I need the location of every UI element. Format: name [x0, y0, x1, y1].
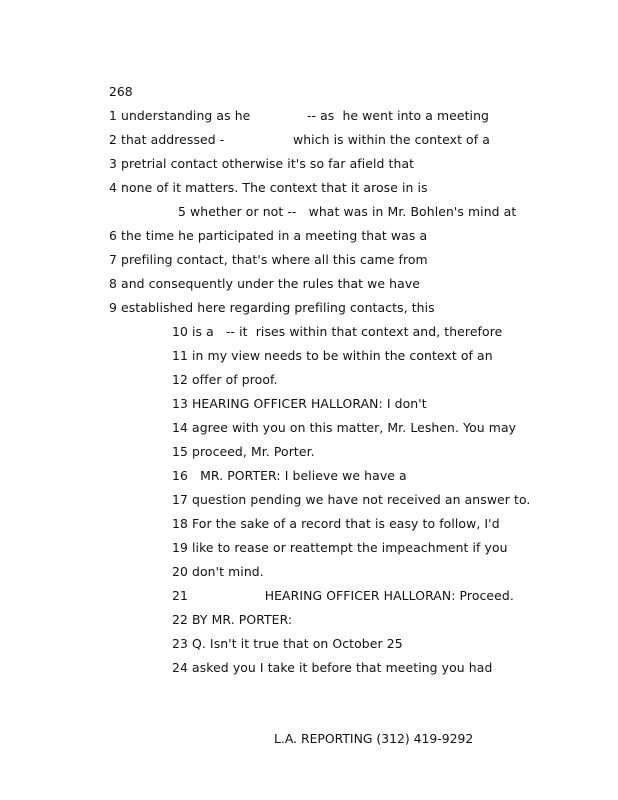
reporter-footer: L.A. REPORTING (312) 419-9292 [274, 731, 474, 746]
transcript-line-12: 12 offer of proof. [172, 372, 278, 387]
transcript-line-19: 19 like to rease or reattempt the impeachment if you [172, 540, 508, 555]
transcript-line-14: 14 agree with you on this matter, Mr. Leshen. You may [172, 420, 517, 435]
transcript-line-24: 24 asked you I take it before that meeting you had [172, 660, 493, 675]
transcript-line-13: 13 HEARING OFFICER HALLORAN: I don't [172, 396, 427, 411]
transcript-line-1: 1 understanding as he -- as he went into a meeting [109, 108, 490, 123]
transcript-line-3: 3 pretrial contact otherwise it's so far afield that [109, 156, 415, 171]
transcript-line-2: 2 that addressed - which is within the context of a [109, 132, 490, 147]
transcript-line-7: 7 prefiling contact, that's where all this came from [109, 252, 428, 267]
transcript-line-10: 10 is a -- it rises within that context and, therefore [172, 324, 503, 339]
transcript-line-22: 22 BY MR. PORTER: [172, 612, 293, 627]
transcript-line-20: 20 don't mind. [172, 564, 264, 579]
transcript-line-16: 16 MR. PORTER: I believe we have a [172, 468, 407, 483]
transcript-line-23: 23 Q. Isn't it true that on October 25 [172, 636, 403, 651]
transcript-line-5: 5 whether or not -- what was in Mr. Bohlen's mind at [178, 204, 517, 219]
transcript-line-15: 15 proceed, Mr. Porter. [172, 444, 315, 459]
transcript-line-21: 21 HEARING OFFICER HALLORAN: Proceed. [172, 588, 514, 603]
transcript-line-11: 11 in my view needs to be within the context of an [172, 348, 493, 363]
transcript-line-4: 4 none of it matters. The context that it arose in is [109, 180, 428, 195]
page-number: 268 [109, 84, 133, 99]
transcript-line-18: 18 For the sake of a record that is easy to follow, I'd [172, 516, 500, 531]
transcript-line-6: 6 the time he participated in a meeting that was a [109, 228, 428, 243]
transcript-line-9: 9 established here regarding prefiling contacts, this [109, 300, 435, 315]
transcript-line-17: 17 question pending we have not received an answer to. [172, 492, 531, 507]
transcript-line-8: 8 and consequently under the rules that we have [109, 276, 420, 291]
